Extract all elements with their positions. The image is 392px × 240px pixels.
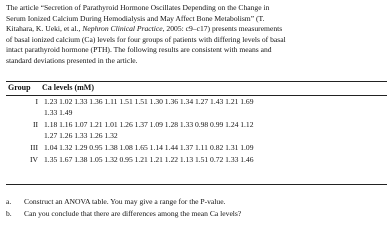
ca-value: 1.51 — [134, 97, 148, 106]
ca-value: 1.33 — [74, 97, 88, 106]
question-a — [6, 197, 225, 207]
ca-value: 1.37 — [179, 143, 194, 152]
ca-value: 0.95 — [119, 155, 133, 164]
problem-intro — [6, 3, 386, 67]
ca-value: 1.33 — [225, 155, 239, 164]
intro-text: 2005: c9–c17) presents measurements — [164, 24, 283, 34]
ca-value: 1.33 — [179, 120, 194, 129]
ca-value: 1.37 — [134, 120, 148, 129]
ca-value: 1.46 — [240, 155, 254, 164]
ca-value: 1.49 — [59, 108, 73, 117]
ca-value: 1.30 — [149, 97, 163, 106]
ca-value: 1.13 — [179, 155, 194, 164]
ca-value: 1.34 — [179, 97, 194, 106]
ca-value: 1.32 — [104, 155, 118, 164]
ca-value: 1.35 — [44, 155, 58, 164]
ca-value: 1.24 — [225, 120, 239, 129]
ca-value: 1.29 — [74, 143, 88, 152]
ca-value: 1.67 — [59, 155, 73, 164]
ca-value: 1.27 — [194, 97, 209, 106]
ca-value: 1.18 — [44, 120, 58, 129]
ca-value: 1.28 — [164, 120, 179, 129]
ca-value: 1.44 — [164, 143, 179, 152]
ca-value: 1.43 — [210, 97, 224, 106]
ca-value: 1.36 — [164, 97, 179, 106]
ca-value: 1.01 — [104, 120, 118, 129]
ca-value: 1.27 — [44, 131, 58, 140]
ca-value: 1.21 — [89, 120, 103, 129]
table-header-ca-levels: Ca levels (mM) — [42, 83, 94, 92]
group-id: I — [35, 97, 38, 106]
group-id: IV — [29, 155, 38, 164]
table-header-group: Group — [8, 83, 31, 92]
ca-value: 0.72 — [210, 155, 224, 164]
ca-values — [44, 97, 384, 107]
ca-value: 0.99 — [210, 120, 224, 129]
group-id: II — [32, 120, 38, 129]
group-id: III — [30, 143, 38, 152]
ca-values — [44, 131, 384, 141]
ca-value: 1.14 — [149, 143, 163, 152]
ca-value: 1.32 — [104, 131, 118, 140]
intro-line: of basal ionized calcium (Ca) levels for four groups of patients with differing levels of basal — [6, 34, 286, 44]
intro-text: Kitahara, K. Ueki, et al., — [6, 24, 83, 34]
ca-value: 1.26 — [119, 120, 133, 129]
ca-values — [44, 143, 384, 153]
ca-value: 1.65 — [134, 143, 148, 152]
ca-value: 1.07 — [74, 120, 88, 129]
ca-value: 1.51 — [194, 155, 209, 164]
ca-value: 1.05 — [89, 155, 103, 164]
ca-value: 1.33 — [44, 108, 58, 117]
ca-value: 1.12 — [240, 120, 254, 129]
ca-value: 1.38 — [74, 155, 88, 164]
question-label: b. — [6, 209, 12, 218]
ca-value: 1.26 — [59, 131, 73, 140]
intro-line: The article “Secretion of Parathyroid Hormone Oscillates Depending on the Change in — [6, 3, 270, 12]
ca-value: 1.32 — [59, 143, 73, 152]
ca-value: 1.09 — [149, 120, 163, 129]
intro-line: Serum Ionized Calcium During Hemodialysis and May Affect Bone Metabolism” (T. — [6, 13, 265, 23]
journal-name: Nephron Clinical Practice, — [82, 24, 165, 34]
ca-value: 1.31 — [225, 143, 239, 152]
ca-value: 1.02 — [59, 97, 73, 106]
question-text: Can you conclude that there are differences among the mean Ca levels? — [24, 209, 242, 218]
ca-values — [44, 155, 384, 165]
intro-line: intact parathyroid hormone (PTH). The following results are consistent with means and — [6, 45, 272, 55]
ca-value: 1.38 — [104, 143, 118, 152]
ca-value: 1.33 — [74, 131, 88, 140]
ca-value: 1.21 — [149, 155, 163, 164]
ca-value: 1.21 — [134, 155, 148, 164]
intro-line — [6, 24, 386, 35]
ca-value: 1.22 — [164, 155, 179, 164]
ca-value: 1.23 — [44, 97, 58, 106]
ca-value: 1.11 — [194, 143, 208, 152]
question-b — [6, 209, 241, 219]
ca-value: 1.51 — [119, 97, 133, 106]
ca-value: 0.95 — [89, 143, 103, 152]
ca-value: 1.21 — [225, 97, 239, 106]
table-top-rule — [6, 81, 387, 82]
ca-values — [44, 108, 384, 118]
ca-value: 1.36 — [89, 97, 103, 106]
intro-line: standard deviations presented in the article. — [6, 55, 138, 65]
ca-value: 1.26 — [89, 131, 103, 140]
ca-value: 1.16 — [59, 120, 73, 129]
ca-value: 0.82 — [210, 143, 224, 152]
table-header-rule — [6, 95, 387, 96]
ca-value: 1.08 — [119, 143, 133, 152]
ca-values — [44, 120, 384, 130]
ca-value: 1.04 — [44, 143, 58, 152]
ca-value: 1.11 — [104, 97, 118, 106]
ca-value: 1.69 — [240, 97, 254, 106]
table-bottom-rule — [6, 184, 387, 185]
question-text: Construct an ANOVA table. You may give a range for the P-value. — [24, 197, 226, 206]
ca-value: 0.98 — [194, 120, 209, 129]
question-label: a. — [6, 197, 12, 206]
ca-value: 1.09 — [240, 143, 254, 152]
